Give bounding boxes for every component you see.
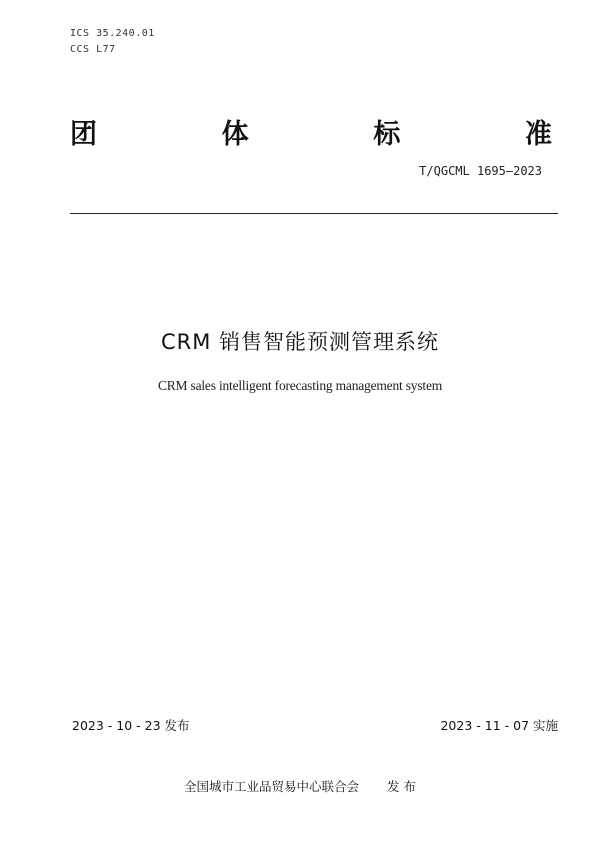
standard-type-char-2: 体 [221,119,249,150]
standard-type-char-3: 标 [373,119,401,150]
publisher-name: 全国城市工业品贸易中心联合会 [184,779,360,794]
standard-number: T/QGCML 1695—2023 [419,164,542,178]
header-divider [70,213,558,214]
ccs-code: CCS L77 [70,44,116,55]
standard-type-char-1: 团 [70,119,97,150]
ics-code: ICS 35.240.01 [70,28,155,39]
standard-type-char-4: 准 [524,119,552,150]
publisher-action: 发 布 [387,779,416,794]
standard-type-heading [70,112,552,151]
title-chinese: CRM 销售智能预测管理系统 [160,330,440,354]
publisher-line [0,777,600,795]
implementation-date: 2023 - 11 - 07 实施 [440,718,558,733]
issue-date: 2023 - 10 - 23 发布 [72,718,190,733]
title-english: CRM sales intelligent forecasting management system [157,378,443,393]
